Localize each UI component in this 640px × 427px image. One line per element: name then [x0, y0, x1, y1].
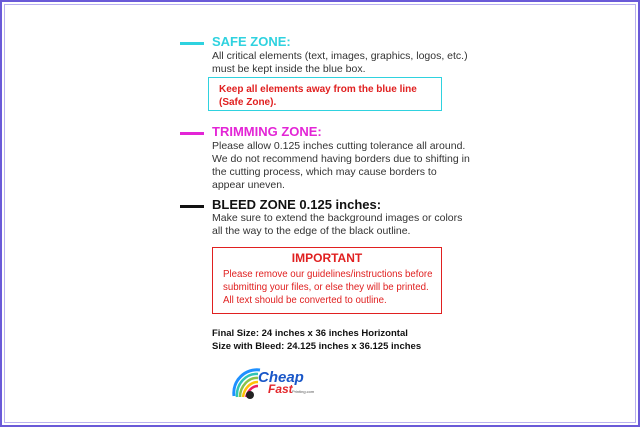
safe-zone-note-line: (Safe Zone). [219, 97, 277, 108]
bleed-zone-marker-line [180, 205, 204, 208]
safe-zone-description [212, 50, 468, 76]
trimming-zone-line: We do not recommend having borders due to shifting in [212, 153, 470, 165]
trimming-zone-title: TRIMMING ZONE: [212, 124, 322, 139]
size-info [212, 327, 421, 353]
important-line: All text should be converted to outline. [223, 295, 387, 306]
bleed-zone-title: BLEED ZONE 0.125 inches: [212, 197, 382, 212]
important-line: Please remove our guidelines/instructions before [223, 269, 433, 280]
trimming-zone-marker-line [180, 132, 204, 135]
important-notice-box [212, 247, 442, 314]
important-line: submitting your files, or else they will be printed. [223, 282, 429, 293]
logo-word-cheap: Cheap [258, 369, 304, 386]
bleed-size: Size with Bleed: 24.125 inches x 36.125 inches [212, 341, 422, 352]
bleed-zone-description [212, 212, 462, 238]
trimming-zone-line: Please allow 0.125 inches cutting tolerance all around. [212, 140, 466, 152]
safe-zone-note-box [208, 77, 442, 111]
bleed-zone-line: Make sure to extend the background images or colors [212, 212, 463, 224]
logo-word-fast: Fast [268, 382, 293, 396]
bleed-zone-line: all the way to the edge of the black outline. [212, 225, 411, 237]
safe-zone-line: All critical elements (text, images, graphics, logos, etc.) [212, 50, 468, 62]
trimming-zone-description [212, 140, 470, 192]
safe-zone-line: must be kept inside the blue box. [212, 63, 366, 75]
trimming-zone-line: the cutting process, which may cause borders to [212, 166, 437, 178]
cheap-fast-printing-logo [228, 360, 320, 402]
logo-swoosh-icon [234, 370, 260, 399]
safe-zone-note-line: Keep all elements away from the blue line [219, 84, 417, 95]
important-description [223, 268, 432, 307]
final-size: Final Size: 24 inches x 36 inches Horizontal [212, 328, 408, 339]
logo-word-printing: Printing.com [292, 389, 315, 394]
safe-zone-title: SAFE ZONE: [212, 34, 291, 49]
safe-zone-marker-line [180, 42, 204, 45]
important-title: IMPORTANT [291, 251, 363, 265]
trimming-zone-line: appear uneven. [212, 179, 285, 191]
